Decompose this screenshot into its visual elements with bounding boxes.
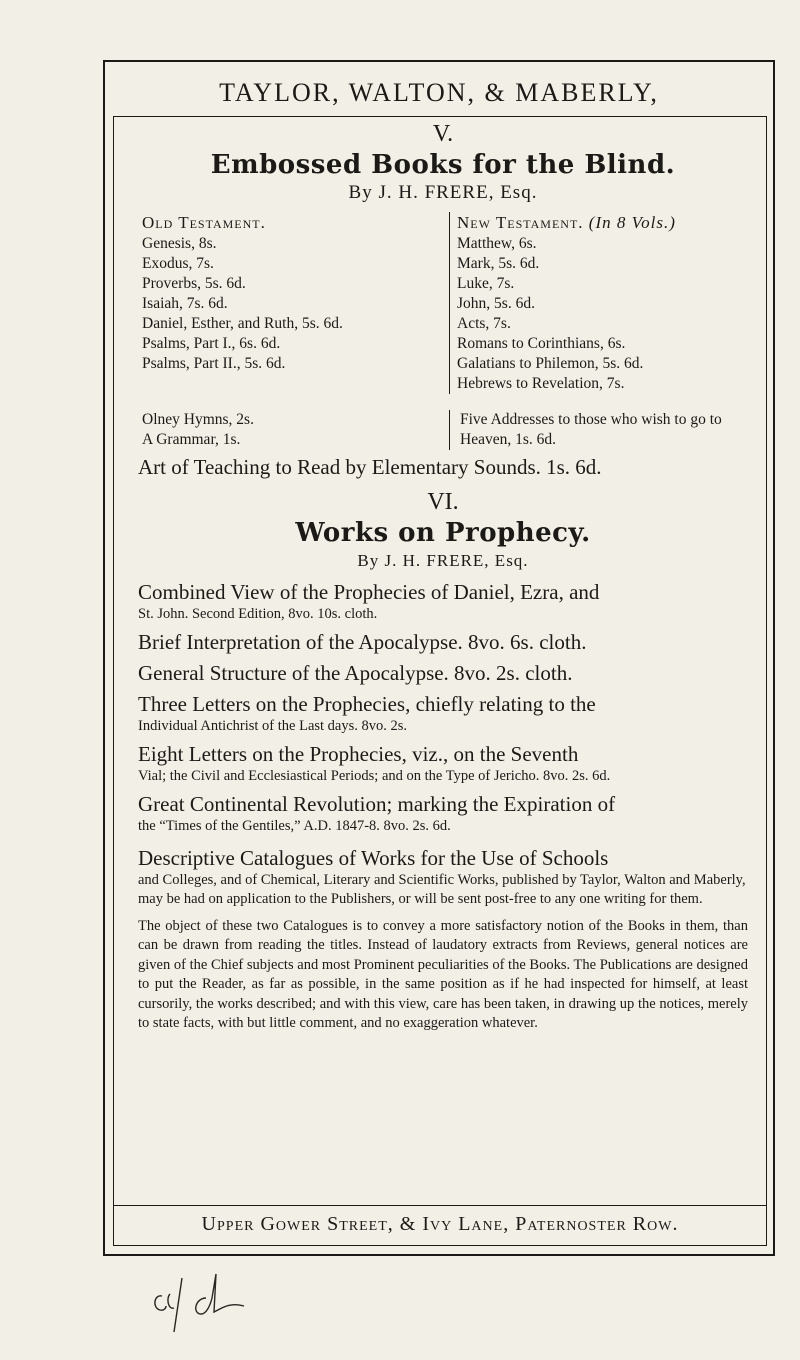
list-item: Psalms, Part II., 5s. 6d. <box>142 355 286 372</box>
publisher-address: Upper Gower Street, & Ivy Lane, Paternoster Row. <box>201 1213 679 1235</box>
list-item: Daniel, Esther, and Ruth, 5s. 6d. <box>142 315 343 332</box>
new-testament-header <box>457 212 748 234</box>
list-item: Galatians to Philemon, 5s. 6d. <box>457 355 644 372</box>
book-entry <box>138 742 748 786</box>
handwritten-signature <box>148 1268 288 1338</box>
book-entry <box>138 661 748 686</box>
list-item: Exodus, 7s. <box>142 255 214 272</box>
volume-note: (In 8 Vols.) <box>588 213 676 232</box>
book-entry <box>138 580 748 624</box>
book-title: Combined View of the Prophecies of Daniel, Ezra, and <box>138 580 600 604</box>
list-item: John, 5s. 6d. <box>457 295 535 312</box>
testament-columns <box>138 212 748 394</box>
misc-columns <box>138 410 748 450</box>
book-detail: the “Times of the Gentiles,” A.D. 1847-8. 8vo. 2s. 6d. <box>138 818 451 834</box>
list-item: Acts, 7s. <box>457 315 511 332</box>
list-item: Hebrews to Revelation, 7s. <box>457 375 625 392</box>
list-item: Olney Hymns, 2s. <box>142 411 254 428</box>
section-6-heading: Works on Prophecy. <box>295 518 591 548</box>
catalogues-title: Descriptive Catalogues of Works for the Use of Schools <box>138 846 609 870</box>
section-6-byline: By J. H. FRERE, Esq. <box>357 551 529 570</box>
new-testament-column <box>449 212 748 394</box>
list-item: A Grammar, 1s. <box>142 431 241 448</box>
book-title: General Structure of the Apocalypse. 8vo. 2s. cloth. <box>138 661 573 685</box>
list-item: Mark, 5s. 6d. <box>457 255 540 272</box>
book-title: Three Letters on the Prophecies, chiefly relating to the <box>138 692 596 716</box>
book-title: Eight Letters on the Prophecies, viz., on the Seventh <box>138 742 579 766</box>
section-5-heading: Embossed Books for the Blind. <box>210 150 676 180</box>
list-item: Isaiah, 7s. 6d. <box>142 295 228 312</box>
catalogues-paragraph: The object of these two Catalogues is to convey a more satisfactory notion of the Books in them, than can be drawn from reading the titles. Instead of laudatory extracts from Reviews, general notices are given of the Chief subjects and most Prominent peculiarities of the Books. The Publications are designed to put the Reader, as far as possible, in the same position as if he had inspected for himself, at least cursorily, the works described; and with this view, care has been taken, in drawing up the notices, merely to state facts, with but little comment, and no exaggeration whatever. <box>138 918 748 1032</box>
list-item: Psalms, Part I., 6s. 6d. <box>142 335 281 352</box>
book-entry <box>138 792 748 836</box>
section-6-numeral: VI. <box>427 489 459 515</box>
footer-divider <box>113 1205 767 1206</box>
new-testament-label: New Testament. <box>457 213 584 232</box>
old-testament-label: Old Testament. <box>142 213 266 232</box>
book-entry <box>138 630 748 655</box>
book-detail: St. John. Second Edition, 8vo. 10s. cloth. <box>138 606 378 622</box>
art-of-teaching-item: Art of Teaching to Read by Elementary Sounds. 1s. 6d. <box>138 455 602 479</box>
list-item: Proverbs, 5s. 6d. <box>142 275 246 292</box>
list-item: Matthew, 6s. <box>457 235 537 252</box>
section-5-byline: By J. H. FRERE, Esq. <box>348 182 538 203</box>
list-item: Romans to Corinthians, 6s. <box>457 335 626 352</box>
list-item: Luke, 7s. <box>457 275 515 292</box>
book-detail: Individual Antichrist of the Last days. 8vo. 2s. <box>138 718 408 734</box>
publisher-header: TAYLOR, WALTON, & MABERLY, <box>219 78 659 107</box>
book-entry <box>138 692 748 736</box>
misc-left-column <box>138 410 449 450</box>
five-addresses-item: Five Addresses to those who wish to go to Heaven, 1s. 6d. <box>449 410 748 450</box>
list-item: Genesis, 8s. <box>142 235 217 252</box>
book-title: Great Continental Revolution; marking the Expiration of <box>138 792 616 816</box>
section-5-numeral: V. <box>432 121 454 147</box>
old-testament-column <box>138 212 449 394</box>
book-title: Brief Interpretation of the Apocalypse. 8vo. 6s. cloth. <box>138 630 587 654</box>
content <box>138 118 748 1033</box>
book-detail: Vial; the Civil and Ecclesiastical Periods; and on the Type of Jericho. 8vo. 2s. 6d. <box>138 768 611 784</box>
catalogues-body: and Colleges, and of Chemical, Literary and Scientific Works, published by Taylor, Walton and Maberly, may be had on application to the Publishers, or will be sent post-free to any one writing for them. <box>138 872 746 907</box>
